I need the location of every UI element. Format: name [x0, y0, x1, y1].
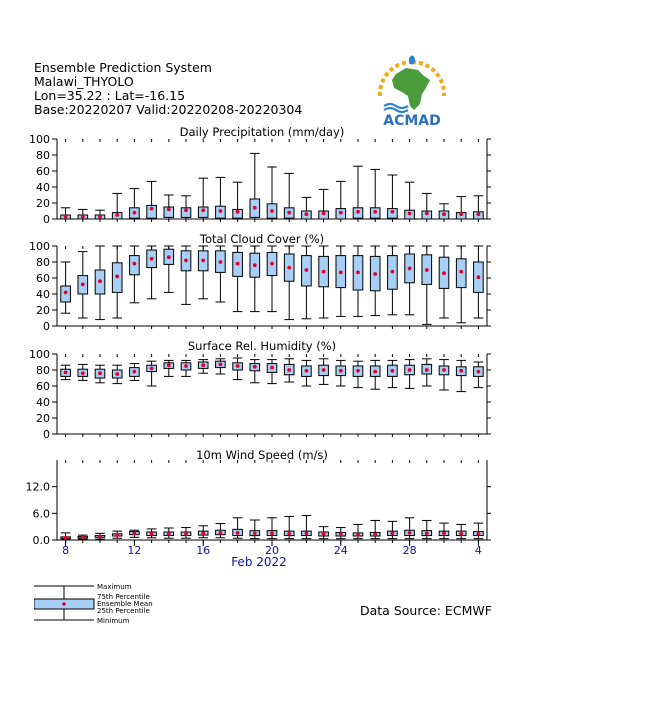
mean-marker [305, 212, 309, 216]
mean-marker [150, 257, 154, 261]
y-tick-label: 40 [36, 396, 50, 409]
x-tick-label: 24 [333, 544, 348, 557]
mean-marker [305, 369, 309, 373]
legend-label-25th: 25th Percentile [97, 607, 150, 615]
mean-marker [219, 531, 223, 535]
legend-label-75th: 75th Percentile [97, 593, 150, 601]
mean-marker [167, 363, 171, 367]
mean-marker [356, 533, 360, 537]
mean-marker [236, 210, 240, 214]
mean-marker [287, 368, 291, 372]
mean-marker [98, 371, 102, 375]
header-location: Malawi_THYOLO [34, 74, 134, 89]
mean-marker [253, 365, 257, 369]
x-tick-label: 4 [474, 544, 482, 557]
mean-marker [64, 536, 68, 540]
mean-marker [115, 533, 119, 537]
mean-marker [133, 370, 137, 374]
data-source-label: Data Source: ECMWF [360, 603, 492, 618]
mean-marker [201, 531, 205, 535]
mean-marker [184, 364, 188, 368]
mean-marker [459, 270, 463, 274]
y-tick-label: 40 [36, 288, 50, 301]
y-tick-label: 20 [36, 197, 50, 210]
y-tick-label: 80 [36, 364, 50, 377]
y-tick-label: 12.0 [25, 480, 50, 494]
y-tick-label: 100 [29, 348, 50, 361]
mean-marker [184, 532, 188, 536]
mean-marker [133, 211, 137, 215]
mean-marker [408, 267, 412, 271]
mean-marker [391, 369, 395, 373]
y-tick-label: 60 [36, 165, 50, 178]
mean-marker [373, 532, 377, 536]
mean-marker [270, 209, 274, 213]
panel-title: Daily Precipitation (mm/day) [179, 125, 345, 139]
mean-marker [219, 363, 223, 367]
mean-marker [64, 291, 68, 295]
mean-marker [81, 371, 85, 375]
mean-marker [339, 271, 343, 275]
y-tick-label: 6.0 [32, 507, 50, 521]
mean-marker [373, 370, 377, 374]
mean-marker [133, 262, 137, 266]
mean-marker [236, 531, 240, 535]
mean-marker [477, 275, 481, 279]
y-tick-label: 80 [36, 256, 50, 269]
logo-text: ACMAD [383, 113, 441, 129]
mean-marker [81, 535, 85, 539]
mean-marker [201, 259, 205, 263]
mean-marker [287, 211, 291, 215]
mean-marker [98, 279, 102, 283]
mean-marker [442, 271, 446, 275]
legend-mean-marker [62, 602, 66, 606]
mean-marker [270, 531, 274, 535]
mean-marker [322, 212, 326, 216]
mean-marker [408, 212, 412, 216]
mean-marker [442, 368, 446, 372]
y-tick-label: 0 [43, 428, 50, 441]
mean-marker [477, 212, 481, 216]
mean-marker [270, 366, 274, 370]
mean-marker [477, 370, 481, 374]
mean-marker [305, 531, 309, 535]
mean-marker [184, 259, 188, 263]
mean-marker [373, 272, 377, 276]
mean-marker [115, 213, 119, 217]
y-tick-label: 0 [43, 213, 50, 226]
panel-title: Surface Rel. Humidity (%) [187, 339, 337, 353]
mean-marker [167, 532, 171, 536]
mean-marker [236, 364, 240, 368]
y-tick-label: 100 [29, 240, 50, 253]
mean-marker [64, 215, 68, 219]
mean-marker [391, 210, 395, 214]
mean-marker [425, 212, 429, 216]
mean-marker [305, 268, 309, 272]
legend [34, 582, 194, 632]
mean-marker [219, 209, 223, 213]
mean-marker [150, 207, 154, 211]
mean-marker [425, 368, 429, 372]
mean-marker [425, 531, 429, 535]
mean-marker [339, 211, 343, 215]
legend-label-mean: Ensemble Mean [97, 600, 153, 608]
y-tick-label: 20 [36, 304, 50, 317]
x-month-label: Feb 2022 [231, 555, 287, 569]
y-tick-label: 60 [36, 380, 50, 393]
mean-marker [64, 371, 68, 375]
mean-marker [442, 531, 446, 535]
y-tick-label: 40 [36, 181, 50, 194]
x-tick-label: 20 [265, 544, 279, 557]
mean-marker [459, 369, 463, 373]
mean-marker [391, 270, 395, 274]
legend-label-maximum: Maximum [97, 583, 132, 591]
mean-marker [322, 368, 326, 372]
panel-title: Total Cloud Cover (%) [199, 232, 325, 246]
mean-marker [98, 535, 102, 539]
mean-marker [98, 215, 102, 219]
x-tick-label: 16 [196, 544, 211, 557]
mean-marker [408, 368, 412, 372]
header-base-valid: Base:20220207 Valid:20220208-20220304 [34, 102, 303, 117]
panel-title: 10m Wind Speed (m/s) [196, 448, 328, 462]
mean-marker [253, 531, 257, 535]
mean-marker [356, 210, 360, 214]
mean-marker [133, 531, 137, 535]
mean-marker [115, 275, 119, 279]
y-tick-label: 100 [29, 133, 50, 146]
mean-marker [201, 363, 205, 367]
mean-marker [150, 367, 154, 371]
mean-marker [253, 206, 257, 210]
x-tick-label: 28 [402, 544, 417, 557]
mean-marker [236, 262, 240, 266]
mean-marker [356, 271, 360, 275]
mean-marker [184, 208, 188, 212]
mean-marker [287, 532, 291, 536]
mean-marker [201, 208, 205, 212]
mean-marker [356, 369, 360, 373]
mean-marker [391, 531, 395, 535]
mean-marker [408, 531, 412, 535]
mean-marker [81, 283, 85, 287]
mean-marker [167, 255, 171, 259]
mean-marker [339, 369, 343, 373]
y-tick-label: 0 [43, 320, 50, 333]
mean-marker [373, 210, 377, 214]
mean-marker [322, 532, 326, 536]
mean-marker [322, 270, 326, 274]
mean-marker [150, 532, 154, 536]
y-tick-label: 20 [36, 412, 50, 425]
y-tick-label: 60 [36, 272, 50, 285]
mean-marker [459, 212, 463, 216]
mean-marker [339, 532, 343, 536]
mean-marker [219, 260, 223, 264]
mean-marker [477, 532, 481, 536]
legend-label-minimum: Minimum [97, 617, 130, 625]
mean-marker [459, 532, 463, 536]
mean-marker [287, 266, 291, 270]
x-tick-label: 8 [62, 544, 70, 557]
mean-marker [115, 372, 119, 376]
y-tick-label: 80 [36, 149, 50, 162]
mean-marker [81, 215, 85, 219]
mean-marker [270, 262, 274, 266]
mean-marker [425, 268, 429, 272]
header-coordinates: Lon=35.22 : Lat=-16.15 [34, 88, 186, 103]
mean-marker [442, 212, 446, 216]
mean-marker [167, 208, 171, 212]
mean-marker [253, 263, 257, 267]
y-tick-label: 0.0 [32, 534, 50, 547]
header-title: Ensemble Prediction System [34, 60, 212, 75]
x-tick-label: 12 [127, 544, 142, 557]
